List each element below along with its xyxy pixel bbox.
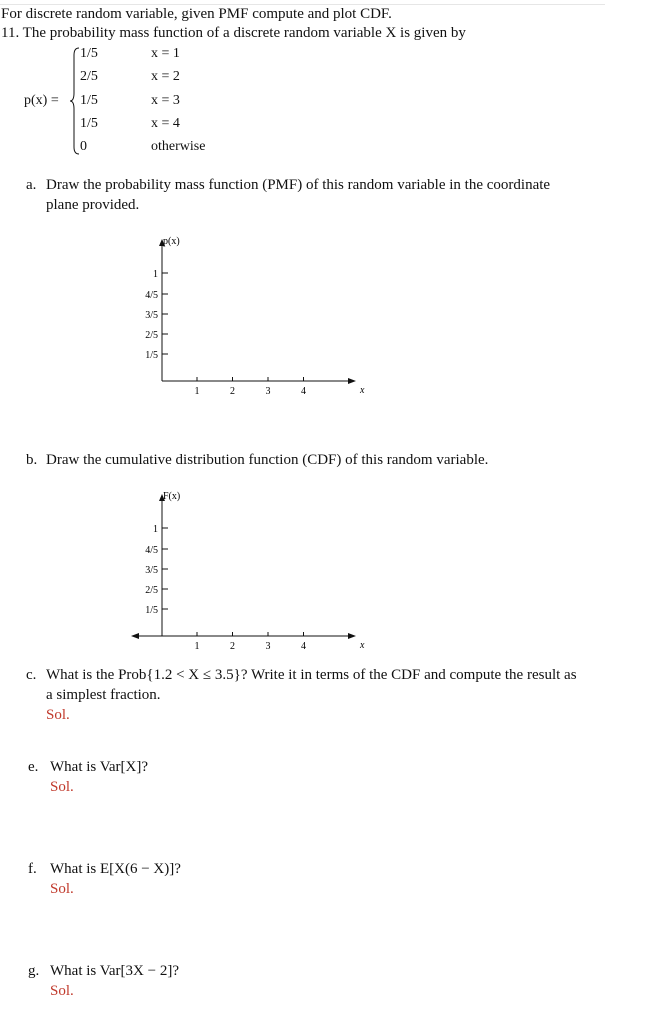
x-axis-label: x	[360, 640, 365, 651]
header-line-1: For discrete random variable, given PMF compute and plot CDF.	[1, 6, 392, 22]
part-f-label: f.	[28, 861, 37, 877]
x-axis-arrow-left	[131, 633, 139, 639]
pmf-value-1: 1/5	[80, 46, 98, 61]
pmf-value-5: 0	[80, 139, 87, 154]
y-tick-label: 3/5	[145, 565, 158, 576]
part-g-question: What is Var[3X − 2]?	[50, 963, 179, 979]
part-a-line-2: plane provided.	[46, 197, 140, 213]
x-tick-label: 3	[265, 386, 271, 397]
part-e-label: e.	[28, 759, 39, 775]
x-axis-arrow-right	[348, 378, 356, 384]
part-g-label: g.	[28, 963, 40, 979]
part-b-text: Draw the cumulative distribution function (CDF) of this random variable.	[46, 452, 489, 468]
pmf-lhs: p(x) =	[24, 93, 59, 108]
pmf-condition-4: x = 4	[151, 116, 180, 131]
y-tick-label: 2/5	[145, 585, 158, 596]
part-g-sol[interactable]: Sol.	[50, 983, 74, 999]
part-c-line-2: a simplest fraction.	[46, 687, 161, 703]
left-brace	[70, 47, 80, 155]
header-line-2: 11. The probability mass function of a discrete random variable X is given by	[1, 25, 466, 41]
y-axis-label: F(x)	[163, 491, 181, 502]
x-tick-label: 2	[230, 641, 235, 652]
part-e-question: What is Var[X]?	[50, 759, 149, 775]
y-tick-label: 1/5	[145, 605, 158, 616]
part-c-line-1: What is the Prob{1.2 < X ≤ 3.5}? Write it in terms of the CDF and compute the result as	[46, 667, 577, 683]
pmf-condition-2: x = 2	[151, 69, 180, 84]
x-tick-label: 1	[194, 641, 200, 652]
y-tick-label: 1	[153, 269, 158, 280]
pmf-chart	[120, 228, 370, 398]
x-tick-label: 3	[265, 641, 271, 652]
x-axis-label: x	[360, 385, 365, 396]
part-c-label: c.	[26, 667, 37, 683]
x-tick-label: 4	[301, 386, 306, 397]
y-tick-label: 2/5	[145, 330, 158, 341]
y-tick-label: 3/5	[145, 310, 158, 321]
x-tick-label: 4	[301, 641, 306, 652]
cdf-chart	[120, 483, 370, 653]
pmf-value-3: 1/5	[80, 93, 98, 108]
x-tick-label: 2	[230, 386, 235, 397]
x-axis-arrow-right	[348, 633, 356, 639]
part-c-sol[interactable]: Sol.	[46, 707, 70, 723]
part-e-sol[interactable]: Sol.	[50, 779, 74, 795]
y-tick-label: 1/5	[145, 350, 158, 361]
pmf-value-2: 2/5	[80, 69, 98, 84]
pmf-value-4: 1/5	[80, 116, 98, 131]
part-f-sol[interactable]: Sol.	[50, 881, 74, 897]
y-tick-label: 1	[153, 524, 158, 535]
part-a-line-1: Draw the probability mass function (PMF) of this random variable in the coordinate	[46, 177, 551, 193]
top-divider	[0, 4, 605, 5]
pmf-condition-3: x = 3	[151, 93, 180, 108]
x-tick-label: 1	[194, 386, 200, 397]
pmf-condition-1: x = 1	[151, 46, 180, 61]
part-b-label: b.	[26, 452, 38, 468]
y-tick-label: 4/5	[145, 290, 158, 301]
y-tick-label: 4/5	[145, 545, 158, 556]
part-f-question: What is E[X(6 − X)]?	[50, 861, 181, 877]
pmf-condition-5: otherwise	[151, 139, 206, 154]
y-axis-label: p(x)	[163, 236, 180, 247]
part-a-label: a.	[26, 177, 37, 193]
